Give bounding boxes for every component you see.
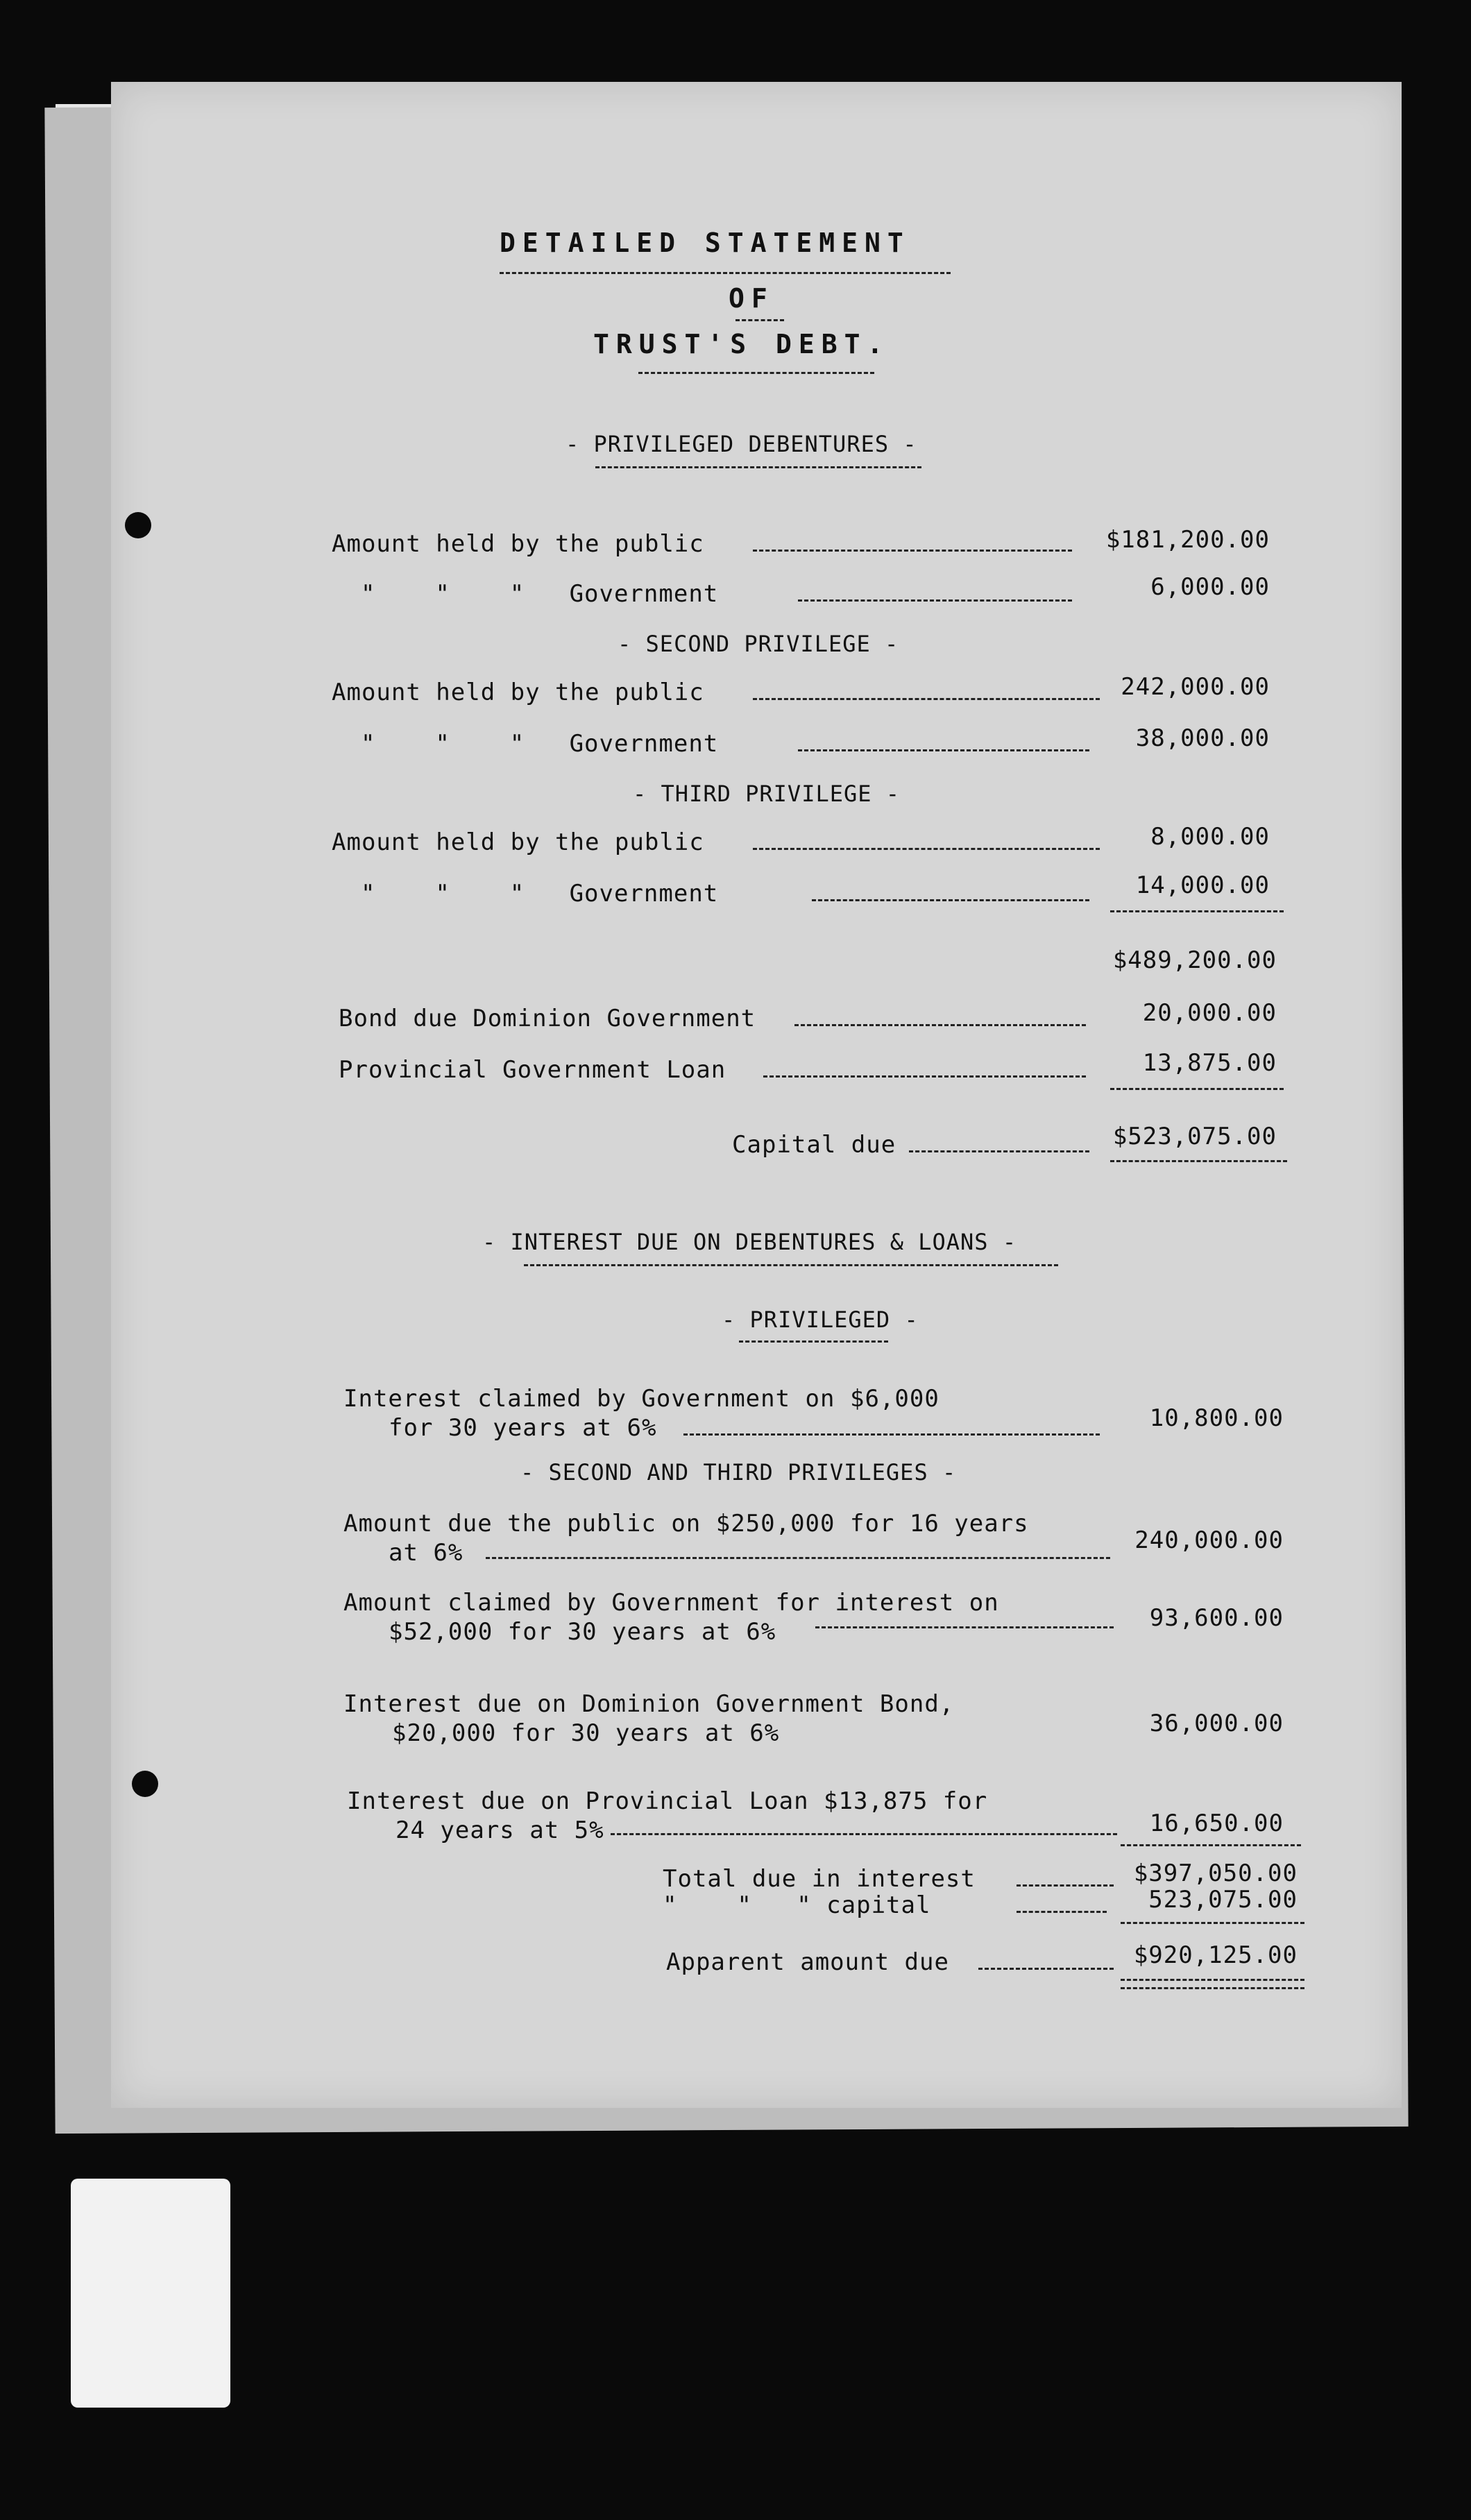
apparent-amount-value: $920,125.00 — [1133, 1941, 1298, 1969]
leader — [909, 1150, 1089, 1152]
leader — [753, 698, 1100, 700]
leader — [978, 1968, 1114, 1970]
section-privileged: - PRIVILEGED - — [722, 1306, 919, 1333]
title-line2: OF — [729, 283, 774, 314]
leader — [1017, 1884, 1114, 1887]
row-line2: 24 years at 5% — [396, 1816, 604, 1844]
row-label: Amount held by the public — [332, 828, 704, 856]
row-value: 8,000.00 — [1150, 823, 1270, 851]
row-line2: for 30 years at 6% — [389, 1414, 657, 1442]
row-line1: Interest claimed by Government on $6,000 — [343, 1385, 939, 1413]
row-label: Amount held by the public — [332, 679, 704, 706]
row-line1: Amount due the public on $250,000 for 16 years — [343, 1510, 1029, 1538]
row-value: 20,000.00 — [1142, 999, 1277, 1027]
sum-rule — [1110, 910, 1284, 912]
section-privileged-debentures: - PRIVILEGED DEBENTURES - — [566, 431, 917, 457]
section-interest-due: - INTEREST DUE ON DEBENTURES & LOANS - — [482, 1229, 1017, 1255]
row-value: 13,875.00 — [1142, 1049, 1277, 1077]
row-value: 523,075.00 — [1148, 1886, 1298, 1914]
row-label: " " " Government — [361, 730, 719, 758]
of-underline — [736, 319, 784, 321]
row-value: 93,600.00 — [1149, 1604, 1284, 1632]
sum-rule — [1110, 1160, 1287, 1162]
row-line2: $52,000 for 30 years at 6% — [389, 1618, 776, 1646]
section-underline — [739, 1340, 888, 1343]
row-line1: Interest due on Provincial Loan $13,875 for — [347, 1787, 988, 1815]
debt-underline — [638, 372, 874, 374]
row-line1: Amount claimed by Government for interest on — [343, 1589, 999, 1617]
capital-due-value: $523,075.00 — [1112, 1123, 1277, 1150]
title-underline — [500, 272, 951, 274]
row-label: Capital due — [732, 1131, 896, 1159]
row-value: $397,050.00 — [1133, 1859, 1298, 1887]
row-value: 16,650.00 — [1149, 1810, 1284, 1837]
leader — [753, 550, 1072, 552]
leader — [683, 1433, 1100, 1436]
row-value: 14,000.00 — [1135, 871, 1270, 899]
leader — [486, 1557, 1110, 1559]
row-label: Apparent amount due — [666, 1948, 949, 1976]
row-value: 36,000.00 — [1149, 1710, 1284, 1737]
row-value: 38,000.00 — [1135, 724, 1270, 752]
row-label: Bond due Dominion Government — [339, 1005, 756, 1032]
row-label: Provincial Government Loan — [339, 1056, 726, 1084]
row-value: 240,000.00 — [1134, 1526, 1284, 1554]
leader — [794, 1024, 1086, 1026]
leader — [611, 1833, 1117, 1835]
sum-rule — [1121, 1844, 1301, 1846]
subtotal-value: $489,200.00 — [1112, 946, 1277, 974]
leader — [763, 1075, 1086, 1078]
row-line2: $20,000 for 30 years at 6% — [392, 1719, 780, 1747]
sum-rule — [1121, 1922, 1304, 1924]
leader — [815, 1626, 1114, 1628]
leader — [798, 599, 1072, 602]
row-label: Amount held by the public — [332, 530, 704, 558]
row-value: $181,200.00 — [1105, 526, 1270, 554]
row-line1: Interest due on Dominion Government Bond, — [343, 1690, 955, 1718]
row-label: " " " capital — [663, 1891, 931, 1919]
row-value: 10,800.00 — [1149, 1404, 1284, 1432]
section-third-privilege: - THIRD PRIVILEGE - — [633, 781, 901, 807]
row-label: Total due in interest — [663, 1865, 976, 1893]
sum-rule — [1121, 1987, 1304, 1989]
row-label: " " " Government — [361, 580, 719, 608]
section-underline — [595, 466, 921, 468]
row-value: 6,000.00 — [1150, 573, 1270, 601]
row-label: " " " Government — [361, 880, 719, 908]
section-second-third: - SECOND AND THIRD PRIVILEGES - — [520, 1459, 957, 1485]
section-underline — [524, 1264, 1058, 1266]
row-line2: at 6% — [389, 1539, 464, 1567]
leader — [1017, 1911, 1107, 1913]
leader — [753, 848, 1100, 850]
row-value: 242,000.00 — [1121, 673, 1270, 701]
title-line1: DETAILED STATEMENT — [500, 228, 910, 258]
leader — [812, 899, 1089, 901]
section-second-privilege: - SECOND PRIVILEGE - — [618, 631, 899, 657]
sum-rule — [1110, 1088, 1284, 1090]
leader — [798, 749, 1089, 751]
title-line3: TRUST'S DEBT. — [593, 329, 890, 359]
sum-rule — [1121, 1979, 1304, 1981]
